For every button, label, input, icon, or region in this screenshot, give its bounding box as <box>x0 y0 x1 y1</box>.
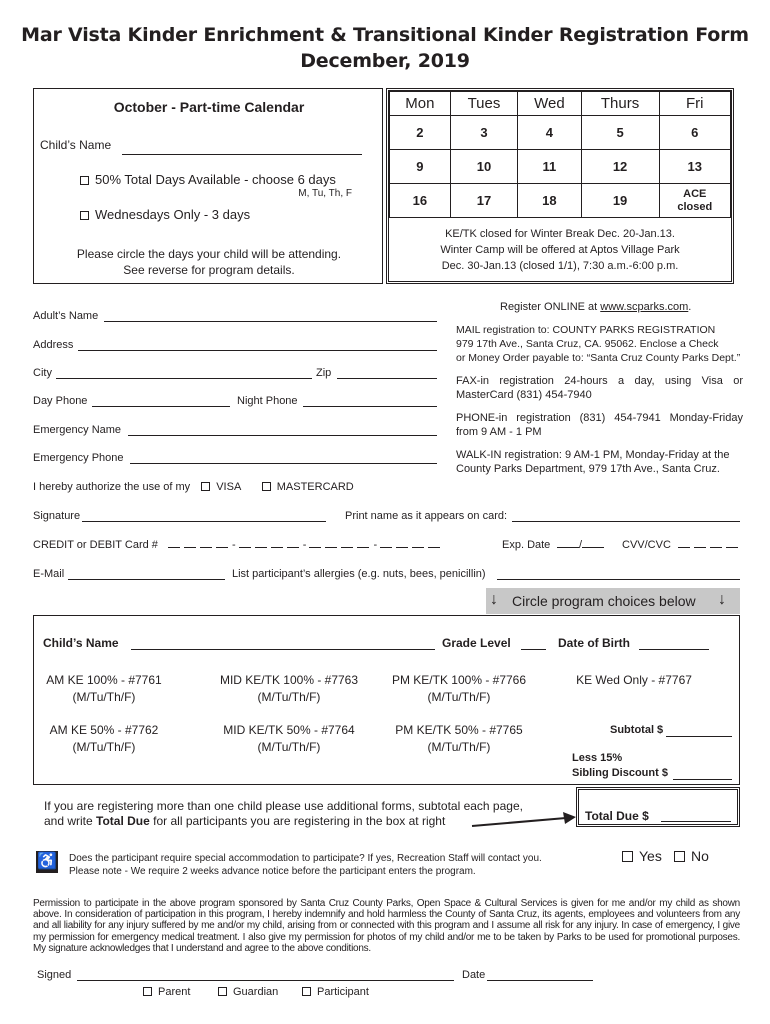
program-box <box>33 615 740 785</box>
total-note-prefix: and write <box>44 814 97 828</box>
card-number-label: CREDIT or DEBIT Card # <box>33 539 158 551</box>
walkin-line-2: County Parks Department, 979 17th Ave., Santa Cruz. <box>456 463 720 475</box>
cvv-label: CVV/CVC <box>622 539 671 551</box>
cal-day[interactable]: 12 <box>581 150 659 184</box>
cal-header-mon: Mon <box>390 92 451 116</box>
calendar-info-box <box>33 88 383 284</box>
subtotal-label: Subtotal $ <box>610 724 664 736</box>
program-option[interactable] <box>559 672 709 689</box>
cal-day[interactable]: 19 <box>581 184 659 218</box>
option-wednesdays[interactable] <box>80 207 250 222</box>
program-name: AM KE 100% - #7761 <box>46 673 162 687</box>
phone-registration <box>456 411 743 439</box>
authorize-row <box>33 481 354 493</box>
signed-label: Signed <box>37 969 72 981</box>
emergency-phone-field[interactable] <box>130 451 437 464</box>
less-15-label: Less 15% <box>572 752 623 764</box>
exp-date-field[interactable]: / <box>557 538 604 551</box>
sibling-discount-field[interactable] <box>673 767 732 780</box>
cal-header-wed: Wed <box>518 92 581 116</box>
program-days: (M/Tu/Th/F) <box>257 690 321 704</box>
zip-label: Zip <box>316 367 332 379</box>
checkbox-mastercard[interactable] <box>262 482 271 491</box>
calendar-note-2: See reverse for program details. <box>123 263 295 277</box>
register-online-period: . <box>688 301 692 313</box>
total-due-field[interactable] <box>661 808 731 822</box>
cal-day[interactable]: 17 <box>450 184 518 218</box>
checkbox-visa[interactable] <box>201 482 210 491</box>
childs-name-field[interactable] <box>122 139 362 155</box>
calendar-footer-3: Dec. 30-Jan.13 (closed 1/1), 7:30 a.m.-6:00 p.m. <box>441 260 679 272</box>
walkin-registration <box>456 448 746 476</box>
cal-day[interactable]: 2 <box>390 116 451 150</box>
city-field[interactable] <box>56 366 312 379</box>
calendar-note-1: Please circle the days your child will be attending. <box>76 247 342 261</box>
program-name: PM KE/TK 50% - #7765 <box>395 723 523 737</box>
total-due-label: Total Due $ <box>585 809 649 823</box>
program-name: AM KE 50% - #7762 <box>49 723 159 737</box>
cal-day[interactable]: 3 <box>450 116 518 150</box>
cal-header-thurs: Thurs <box>581 92 659 116</box>
dob-label: Date of Birth <box>558 636 630 650</box>
total-note-bold: Total Due <box>96 814 150 828</box>
program-name: MID KE/TK 100% - #7763 <box>219 673 359 687</box>
mastercard-option[interactable] <box>262 481 354 493</box>
fax-registration <box>456 374 743 402</box>
participant-option[interactable] <box>302 986 369 998</box>
mastercard-label: MASTERCARD <box>276 481 354 493</box>
option-50-days: M, Tu, Th, F <box>298 188 352 199</box>
arrow-down-icon: ↓ <box>718 591 726 608</box>
day-phone-field[interactable] <box>92 394 230 407</box>
program-name: PM KE/TK 100% - #7766 <box>391 673 527 687</box>
date-field[interactable] <box>487 968 593 981</box>
form-title: Mar Vista Kinder Enrichment & Transitional Kinder Registration Form <box>21 24 749 46</box>
checkbox-50-percent[interactable] <box>80 176 89 185</box>
fax-line-2: MasterCard (831) 454-7940 <box>456 389 592 401</box>
checkbox-parent[interactable] <box>143 987 152 996</box>
allergies-field[interactable] <box>497 567 740 580</box>
checkbox-participant[interactable] <box>302 987 311 996</box>
night-phone-field[interactable] <box>303 394 437 407</box>
card-number-field[interactable]: - - - <box>168 538 444 551</box>
program-days: (M/Tu/Th/F) <box>72 740 136 754</box>
cal-day[interactable]: 9 <box>390 150 451 184</box>
print-name-field[interactable] <box>512 509 740 522</box>
program-days: (M/Tu/Th/F) <box>72 690 136 704</box>
program-option[interactable] <box>209 722 369 756</box>
cal-day[interactable]: 16 <box>390 184 451 218</box>
authorize-label: I hereby authorize the use of my <box>33 481 191 493</box>
calendar-footer-1: KE/TK closed for Winter Break Dec. 20-Jan.13. <box>445 228 675 240</box>
allergies-label: List participant’s allergies (e.g. nuts, bees, penicillin) <box>232 568 486 580</box>
register-online-label: Register ONLINE at <box>500 301 601 313</box>
register-online-link[interactable]: www.scparks.com <box>600 301 689 313</box>
arrow-right-icon <box>470 808 578 830</box>
program-option[interactable] <box>209 672 369 706</box>
mail-registration <box>456 323 746 365</box>
address-label: Address <box>33 339 74 351</box>
accommodation-no[interactable] <box>674 848 709 864</box>
phone-line-2: from 9 AM - 1 PM <box>456 426 542 438</box>
fax-line-1: FAX-in registration 24-hours a day, using Visa or <box>456 375 743 387</box>
program-childs-name-field[interactable] <box>131 636 435 650</box>
dob-field[interactable] <box>639 636 709 650</box>
calendar-footer-2: Winter Camp will be offered at Aptos Village Park <box>440 244 680 256</box>
grade-level-field[interactable] <box>521 636 546 650</box>
emergency-name-field[interactable] <box>128 423 437 436</box>
mail-line-2: 979 17th Ave., Santa Cruz, CA. 95062. Enclose a Check <box>456 338 719 350</box>
wheelchair-icon: ♿ <box>36 851 58 873</box>
program-childs-name-label: Child’s Name <box>43 636 119 650</box>
program-days: (M/Tu/Th/F) <box>427 740 491 754</box>
closed-label: closed <box>677 200 713 213</box>
signed-field[interactable] <box>77 968 454 981</box>
email-label: E-Mail <box>33 568 65 580</box>
program-option[interactable] <box>34 722 174 756</box>
email-field[interactable] <box>68 567 225 580</box>
emergency-phone-label: Emergency Phone <box>33 452 124 464</box>
parent-label: Parent <box>158 986 191 998</box>
checkbox-guardian[interactable] <box>218 987 227 996</box>
calendar-footer <box>389 226 731 274</box>
ace-label: ACE <box>683 187 707 200</box>
total-note-1: If you are registering more than one child please use additional forms, subtotal each page, <box>44 799 523 813</box>
childs-name-label: Child’s Name <box>40 138 112 152</box>
mail-line-1: MAIL registration to: COUNTY PARKS REGISTRATION <box>456 324 716 336</box>
adults-name-field[interactable] <box>104 309 437 322</box>
program-days: (M/Tu/Th/F) <box>257 740 321 754</box>
zip-field[interactable] <box>337 366 437 379</box>
cal-header-fri: Fri <box>659 92 730 116</box>
cal-ace-closed <box>659 184 730 218</box>
signature-label: Signature <box>33 510 81 522</box>
option-50-label: 50% Total Days Available - choose 6 days <box>95 172 336 187</box>
accommodation-question: Does the participant require special accommodation to participate? If yes, Recreation Staff will contact you. <box>69 853 542 864</box>
program-name: KE Wed Only - #7767 <box>576 673 692 687</box>
parent-option[interactable] <box>143 986 190 998</box>
address-field[interactable] <box>78 338 437 351</box>
subtotal-field[interactable] <box>666 724 732 737</box>
program-banner-text: Circle program choices below <box>512 593 696 609</box>
mail-line-3: or Money Order payable to: “Santa Cruz County Parks Dept.” <box>456 352 741 364</box>
night-phone-label: Night Phone <box>237 395 298 407</box>
register-online <box>500 301 691 313</box>
total-note-2 <box>44 814 523 829</box>
adults-name-label: Adult’s Name <box>33 310 99 322</box>
calendar-grid <box>386 88 734 284</box>
participant-label: Participant <box>317 986 369 998</box>
program-days: (M/Tu/Th/F) <box>427 690 491 704</box>
checkbox-wednesdays[interactable] <box>80 211 89 220</box>
arrow-down-icon: ↓ <box>490 591 498 608</box>
program-option[interactable] <box>379 672 539 706</box>
accommodation-yes[interactable] <box>622 848 662 864</box>
print-name-label: Print name as it appears on card: <box>345 510 508 522</box>
signature-field[interactable] <box>82 509 326 522</box>
cal-day[interactable]: 4 <box>518 116 581 150</box>
cal-day[interactable]: 5 <box>581 116 659 150</box>
program-option[interactable] <box>34 672 174 706</box>
program-name: MID KE/TK 50% - #7764 <box>223 723 355 737</box>
accommodation-text <box>69 852 542 878</box>
exp-date-label: Exp. Date <box>502 539 551 551</box>
program-option[interactable] <box>379 722 539 756</box>
city-label: City <box>33 367 52 379</box>
accommodation-note: Please note - We require 2 weeks advance notice before the participant enters the program. <box>69 866 476 877</box>
total-note-suffix: for all participants you are registering in the box at right <box>149 814 446 828</box>
phone-line-1: PHONE-in registration (831) 454-7941 Monday-Friday <box>456 412 743 424</box>
calendar-heading: October - Part-time Calendar <box>113 99 305 115</box>
option-50-percent[interactable] <box>80 172 336 187</box>
grade-level-label: Grade Level <box>442 636 511 650</box>
date-label: Date <box>462 969 486 981</box>
cal-day[interactable]: 10 <box>450 150 518 184</box>
total-note <box>44 799 523 829</box>
yes-label: Yes <box>639 848 662 864</box>
cal-header-tues: Tues <box>450 92 518 116</box>
cal-day[interactable]: 18 <box>518 184 581 218</box>
checkbox-yes[interactable] <box>622 851 633 862</box>
form-date: December, 2019 <box>300 50 470 72</box>
cvv-field[interactable] <box>678 538 738 551</box>
no-label: No <box>691 848 709 864</box>
walkin-line-1: WALK-IN registration: 9 AM-1 PM, Monday-Friday at the <box>456 449 730 461</box>
visa-label: VISA <box>216 481 241 493</box>
permission-text: Permission to participate in the above program sponsored by Santa Cruz County Parks, Open Space & Cultural Services is given for me and/or my child as shown above. In consideration of participation in this program, I hereby indemnify and hold harmless the County of Santa Cruz, its agents, employees and volunteers from any and all liability for any injury suffered by me and/or my child, arising from or connected with this program and I assume all risk for any injury. In case of emergency, I give my permission for emergency medical treatment. I also give my permission for photos of my child and/or me to be taken by Parks to be used for promotional purposes. My signature acknowledges that I understand and agree to the above conditions. <box>33 898 740 954</box>
guardian-option[interactable] <box>218 986 278 998</box>
guardian-label: Guardian <box>233 986 279 998</box>
day-phone-label: Day Phone <box>33 395 88 407</box>
visa-option[interactable] <box>201 481 240 493</box>
total-due-box <box>576 787 740 827</box>
cal-day[interactable]: 13 <box>659 150 730 184</box>
checkbox-no[interactable] <box>674 851 685 862</box>
cal-day[interactable]: 11 <box>518 150 581 184</box>
sibling-discount-label: Sibling Discount $ <box>572 767 668 779</box>
emergency-name-label: Emergency Name <box>33 424 122 436</box>
program-banner <box>486 588 740 614</box>
option-wednesdays-label: Wednesdays Only - 3 days <box>95 207 251 222</box>
cal-day[interactable]: 6 <box>659 116 730 150</box>
